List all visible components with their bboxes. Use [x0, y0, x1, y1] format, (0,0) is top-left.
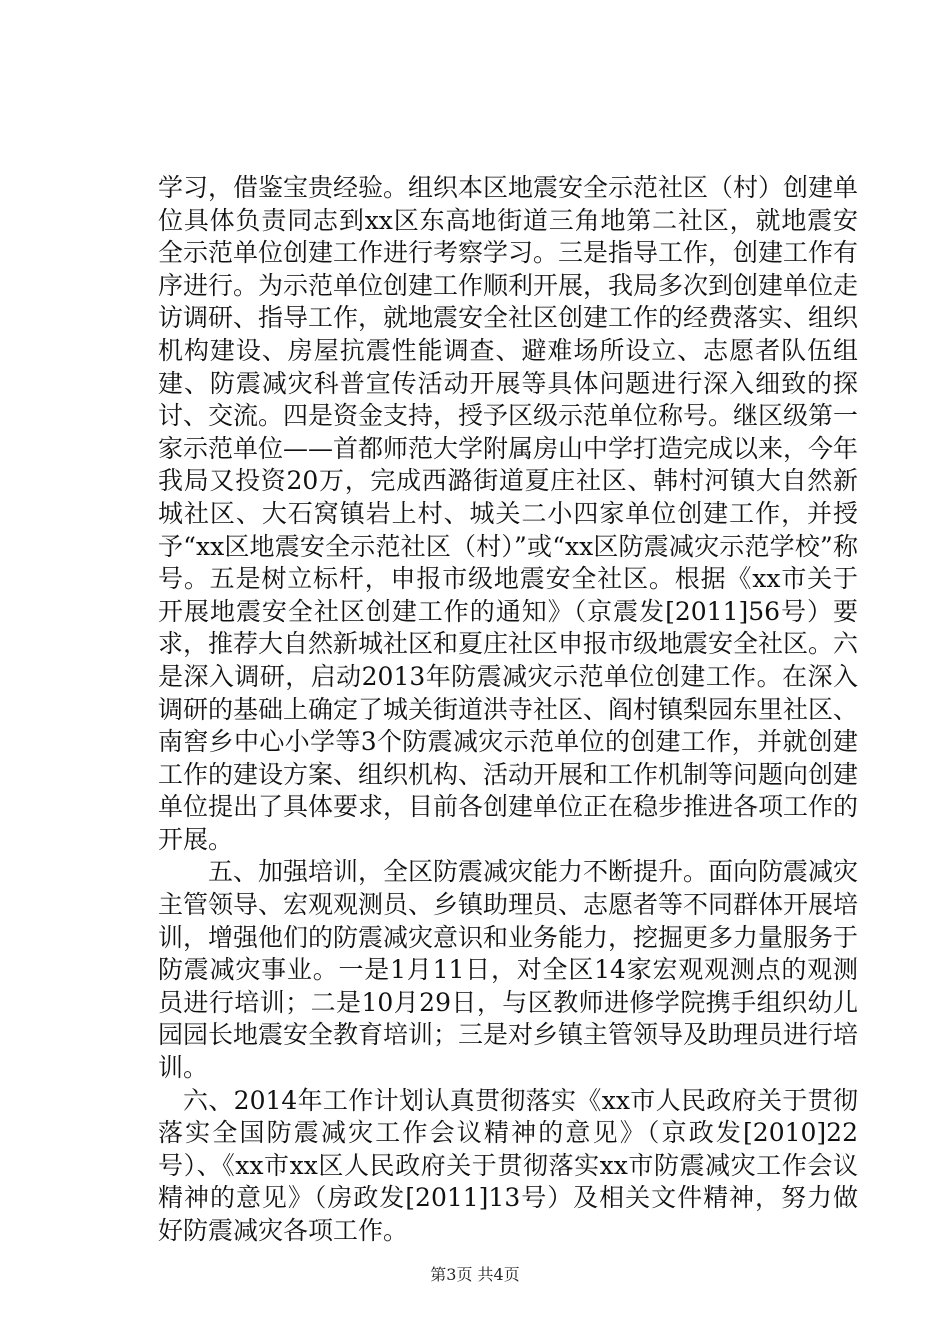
paragraph-section-six: 六、2014年工作计划认真贯彻落实《xx市人民政府关于贯彻落实全国防震减灾工作会议精神的意见》（京政发[2010]22号）、《xx市xx区人民政府关于贯彻落实xx市防震减灾工作会议精神的意见》（房政发[2011]13号）及相关文件精神，努力做好防震减灾各项工作。 [158, 1085, 858, 1245]
document-body [158, 172, 858, 1248]
page-footer: 第3页 共4页 [430, 1265, 520, 1284]
paragraph-continuation: 学习，借鉴宝贵经验。组织本区地震安全示范社区（村）创建单位具体负责同志到xx区东高地街道三角地第二社区，就地震安全示范单位创建工作进行考察学习。三是指导工作，创建工作有序进行。为示范单位创建工作顺利开展，我局多次到创建单位走访调研、指导工作，就地震安全社区创建工作的经费落实、组织机构建设、房屋抗震性能调查、避难场所设立、志愿者队伍组建、防震减灾科普宣传活动开展等具体问题进行深入细致的探讨、交流。四是资金支持，授予区级示范单位称号。继区级第一家示范单位——首都师范大学附属房山中学打造完成以来，今年我局又投资20万，完成西潞街道夏庄社区、韩村河镇大自然新城社区、大石窝镇岩上村、城关二小四家单位创建工作，并授予“xx区地震安全示范社区（村）”或“xx区防震减灾示范学校”称号。五是树立标杆，申报市级地震安全社区。根据《xx市关于开展地震安全社区创建工作的通知》（京震发[2011]56号）要求，推荐大自然新城社区和夏庄社区申报市级地震安全社区。六是深入调研，启动2013年防震减灾示范单位创建工作。在深入调研的基础上确定了城关街道洪寺社区、阎村镇梨园东里社区、南窖乡中心小学等3个防震减灾示范单位的创建工作，并就创建工作的建设方案、组织机构、活动开展和工作机制等问题向创建单位提出了具体要求，目前各创建单位正在稳步推进各项工作的开展。 [158, 173, 859, 854]
paragraph-section-five: 五、加强培训，全区防震减灾能力不断提升。面向防震减灾主管领导、宏观观测员、乡镇助理员、志愿者等不同群体开展培训，增强他们的防震减灾意识和业务能力，挖掘更多力量服务于防震减灾事业。一是1月11日，对全区14家宏观观测点的观测员进行培训；二是10月29日，与区教师进修学院携手组织幼儿园园长地震安全教育培训；三是对乡镇主管领导及助理员进行培训。 [158, 857, 859, 1083]
